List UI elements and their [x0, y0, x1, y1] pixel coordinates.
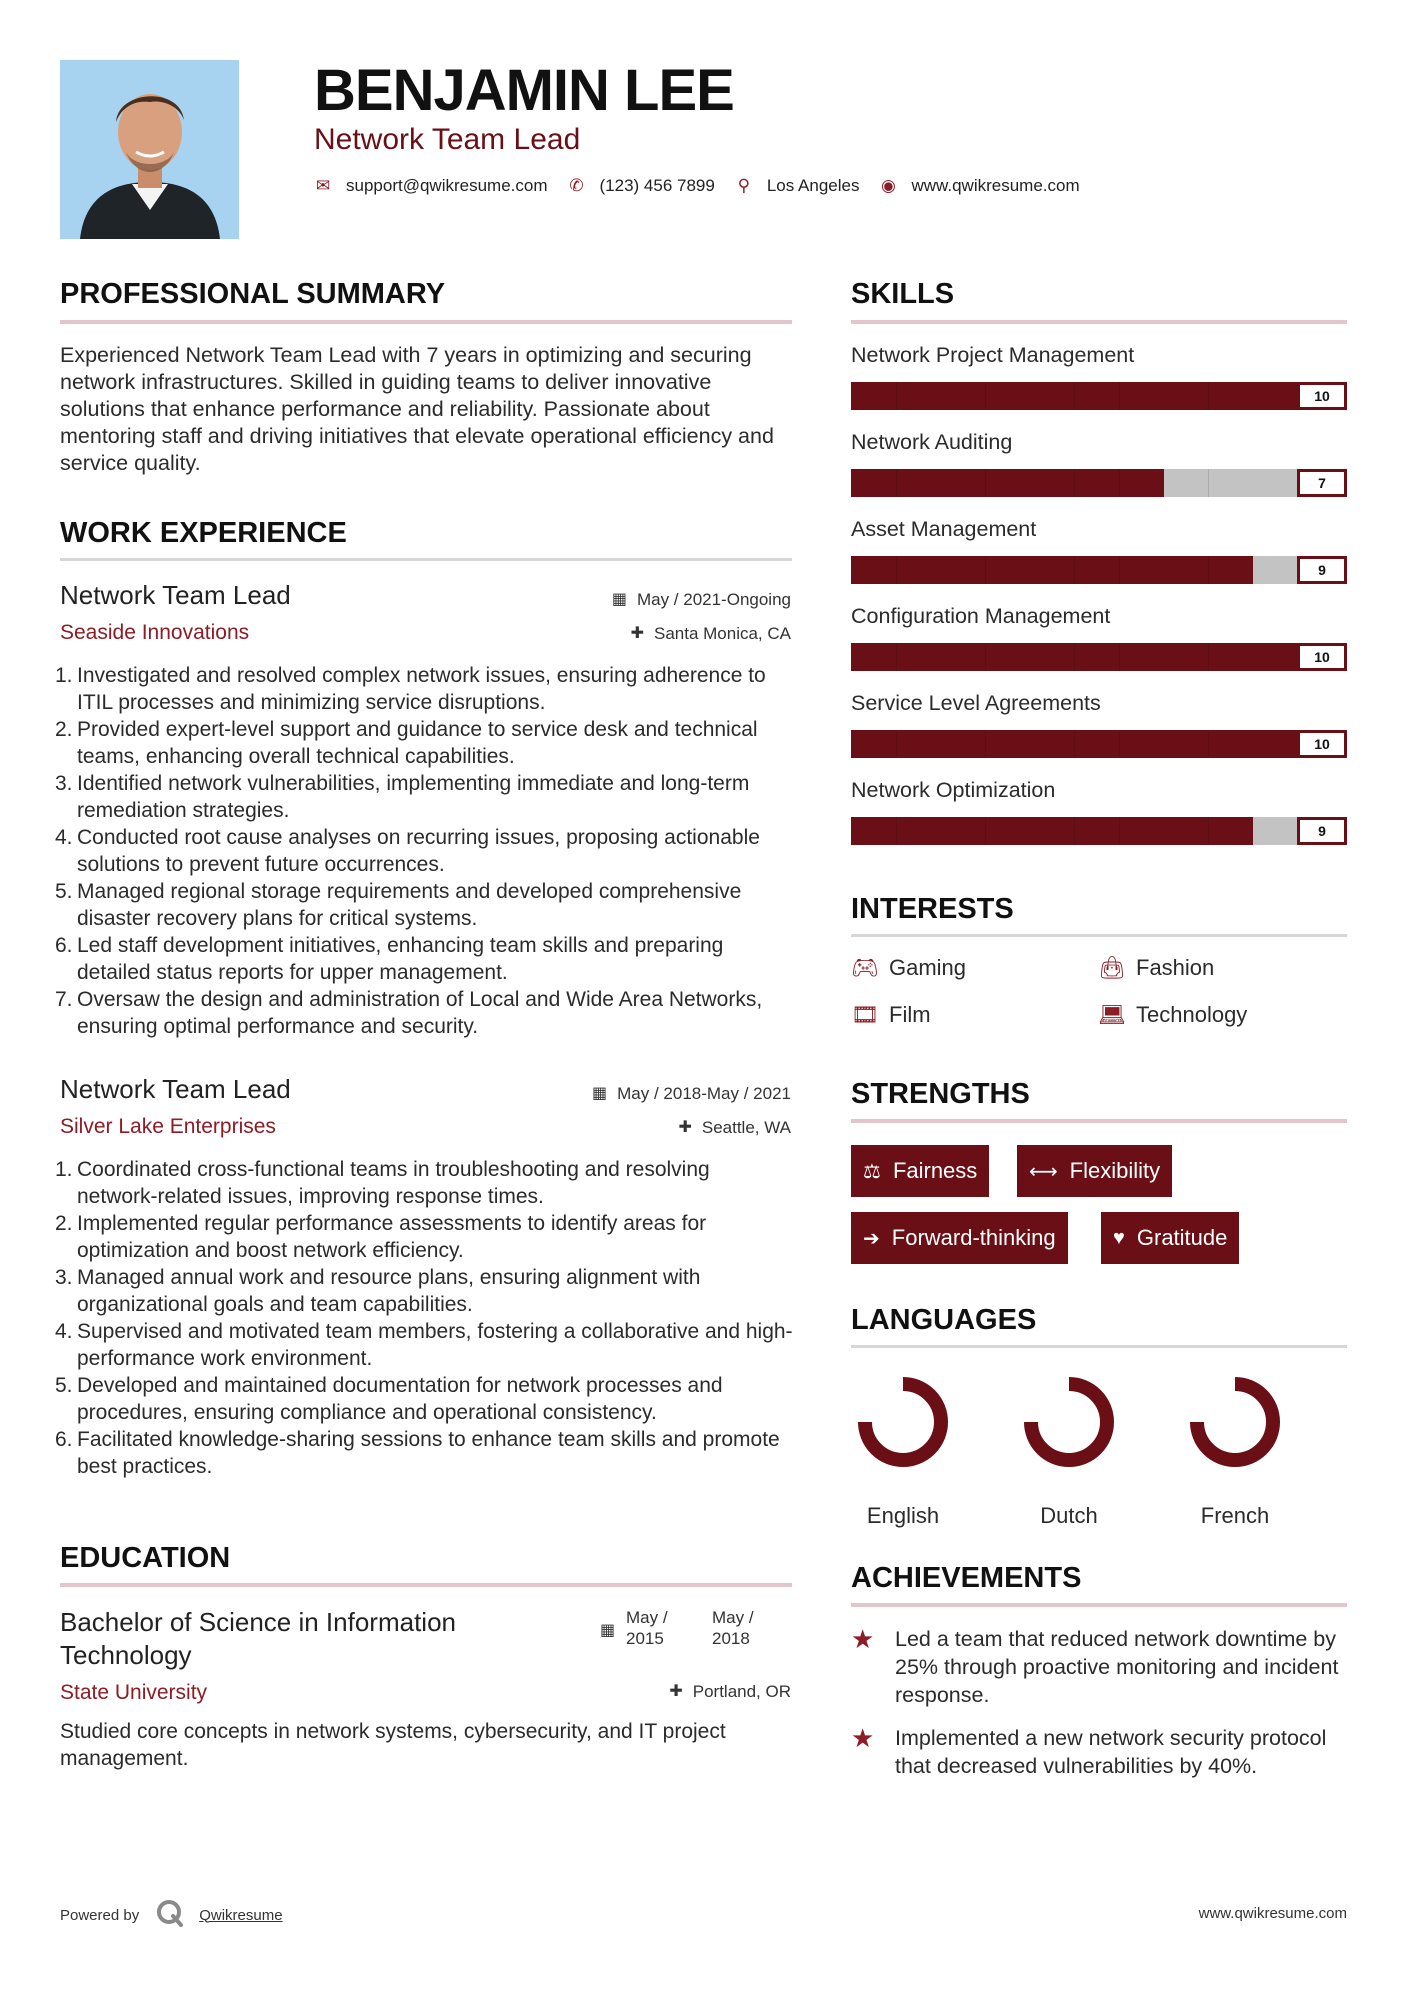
skill-segment: [1252, 382, 1297, 410]
skill-segment: [896, 730, 941, 758]
list-item: 2. Implemented regular performance assessments to identify areas for optimization and boost network efficiency.: [55, 1212, 707, 1262]
powered-by-text: Powered by: [60, 1906, 140, 1924]
skill-segment: [985, 643, 1030, 671]
skill-segment: [940, 817, 985, 845]
map-pin-icon: ⚲: [737, 176, 751, 195]
interest-label: Film: [889, 1002, 931, 1027]
skill-segment: [1029, 469, 1074, 497]
list-item: 1. Coordinated cross-functional teams in troubleshooting and resolving network-related issues, improving response times.: [55, 1158, 710, 1208]
footer-powered-by: [60, 1898, 283, 1932]
summary-text: Experienced Network Team Lead with 7 years in optimizing and securing network infrastructures. Skilled in guiding teams to deliver innovative solutions that enhance performance and reliability. Passionate about mentoring staff and driving initiatives that elevate operational efficiency and service quality.: [60, 343, 774, 475]
skill-bar: [851, 469, 1347, 497]
skill-segment: [1208, 382, 1253, 410]
start-year: 2015: [626, 1629, 664, 1648]
skill-segment: [985, 817, 1030, 845]
skill-segment: [1208, 730, 1253, 758]
skill-segment: [1252, 556, 1297, 584]
job-company: Seaside Innovations: [60, 621, 250, 644]
job-location: [631, 623, 791, 645]
skill-segment: [1252, 730, 1297, 758]
star-icon: ★: [851, 1624, 875, 1654]
balance-scale-icon: ⚖: [863, 1160, 881, 1183]
calendar-icon: ▦: [592, 1085, 608, 1102]
job-bullets: [55, 662, 795, 1040]
skill-segment: [940, 469, 985, 497]
skill-segment: [940, 730, 985, 758]
list-item: 4. Conducted root cause analyses on recurring issues, proposing actionable solutions to prevent future occurrences.: [55, 826, 760, 876]
skill-segment: [1163, 730, 1208, 758]
education-start: [626, 1607, 668, 1649]
experience-heading: WORK EXPERIENCE: [60, 517, 347, 549]
achievements-divider: [851, 1603, 1347, 1607]
contact-website[interactable]: [879, 176, 1079, 196]
language-gauge: [1185, 1372, 1285, 1472]
list-item: 5. Managed regional storage requirements and developed comprehensive disaster recovery plans for critical systems.: [55, 880, 742, 930]
skill-score: 7: [1297, 469, 1347, 497]
skill-label: Asset Management: [851, 517, 1037, 541]
skill-segment: [1074, 730, 1119, 758]
language-item: [1019, 1372, 1119, 1529]
skill-segment: [1074, 469, 1119, 497]
skill-segment: [985, 730, 1030, 758]
degree-title: Bachelor of Science in Information Technology: [60, 1607, 456, 1670]
job-title: Network Team Lead: [60, 1074, 291, 1104]
skill-segment: [940, 382, 985, 410]
pushpin-icon: ✚: [678, 1119, 692, 1136]
strengths-heading: STRENGTHS: [851, 1078, 1030, 1110]
phone-icon: ✆: [569, 176, 584, 195]
location-text: Los Angeles: [766, 176, 860, 195]
skill-segment: [896, 469, 941, 497]
list-item: 2. Provided expert-level support and guidance to service desk and technical teams, enhancing overall technical capabilities.: [55, 718, 758, 768]
skill-segment: [896, 817, 941, 845]
list-item: 4. Supervised and motivated team members, fostering a collaborative and high-performance work environment.: [55, 1320, 793, 1370]
skill-label: Network Project Management: [851, 343, 1135, 367]
language-gauge: [1019, 1372, 1119, 1472]
skill-bar: [851, 730, 1347, 758]
skill-segment: [851, 730, 896, 758]
skill-segment: [1252, 817, 1297, 845]
skill-segment: [940, 556, 985, 584]
star-icon: ★: [851, 1723, 875, 1753]
skill-segment: [1119, 730, 1164, 758]
skill-segment: [1029, 556, 1074, 584]
pushpin-icon: ✚: [669, 1683, 683, 1700]
skill-segment: [1029, 382, 1074, 410]
qwikresume-logo-icon: [155, 1898, 185, 1932]
strength-label: Fairness: [892, 1158, 978, 1183]
skill-segment: [1208, 556, 1253, 584]
heart-icon: ♥: [1113, 1226, 1125, 1249]
achievements-heading: ACHIEVEMENTS: [851, 1562, 1082, 1594]
skill-label: Network Optimization: [851, 778, 1056, 802]
skill-segment: [851, 643, 896, 671]
interest-item: [1098, 955, 1214, 981]
job-location: [678, 1117, 791, 1139]
education-location: [669, 1681, 791, 1703]
interests-heading: INTERESTS: [851, 893, 1014, 925]
skill-segment: [896, 556, 941, 584]
achievement-item: [851, 1724, 1351, 1780]
skill-segment: [1074, 817, 1119, 845]
skill-segment: [896, 382, 941, 410]
list-item: 5. Developed and maintained documentation for network processes and procedures, ensuring compliance and operational consistency.: [55, 1374, 723, 1424]
education-location-text: Portland, OR: [692, 1682, 791, 1701]
strength-label: Gratitude: [1136, 1225, 1228, 1250]
skill-segment: [1163, 817, 1208, 845]
skill-segment: [1208, 643, 1253, 671]
contact-bar: [314, 176, 1100, 196]
profile-photo: [60, 60, 239, 239]
interest-label: Gaming: [889, 955, 967, 980]
skill-segment: [1074, 643, 1119, 671]
globe-icon: ◉: [881, 176, 896, 195]
strength-label: Forward-thinking: [891, 1225, 1056, 1250]
interests-divider: [851, 934, 1347, 937]
skill-label: Network Auditing: [851, 430, 1013, 454]
skill-segment: [851, 556, 896, 584]
skills-divider: [851, 320, 1347, 324]
interest-item: [851, 1002, 931, 1028]
interest-item: [1098, 1002, 1247, 1028]
shopping-bag-icon: 👜︎: [1098, 955, 1126, 980]
skill-segment: [1029, 730, 1074, 758]
website-text: www.qwikresume.com: [911, 176, 1080, 195]
qwikresume-link[interactable]: Qwikresume: [199, 1906, 283, 1924]
experience-divider: [60, 558, 792, 561]
education-divider: [60, 1583, 792, 1587]
skill-segment: [1252, 643, 1297, 671]
arrow-right-icon: ➔: [863, 1227, 880, 1250]
summary-heading: PROFESSIONAL SUMMARY: [60, 278, 446, 310]
candidate-name: BENJAMIN LEE: [314, 58, 734, 123]
skill-segment: [1119, 382, 1164, 410]
skill-segment: [1119, 469, 1164, 497]
calendar-icon: ▦: [600, 1622, 616, 1639]
skill-score: 9: [1297, 817, 1347, 845]
school-name: State University: [60, 1681, 208, 1704]
list-item: 3. Managed annual work and resource plans, ensuring alignment with organizational goals and team capabilities.: [55, 1266, 701, 1316]
job-bullets: [55, 1156, 795, 1480]
job-title: Network Team Lead: [60, 580, 291, 610]
skill-label: Configuration Management: [851, 604, 1111, 628]
skill-segment: [985, 382, 1030, 410]
strength-badge: [851, 1145, 989, 1197]
language-gauge: [853, 1372, 953, 1472]
summary-divider: [60, 320, 792, 324]
language-name: Dutch: [1040, 1503, 1098, 1528]
skill-segment: [985, 556, 1030, 584]
education-description: Studied core concepts in network systems, cybersecurity, and IT project management.: [60, 1720, 726, 1770]
language-item: [853, 1372, 953, 1529]
skill-segment: [1074, 382, 1119, 410]
skill-segment: [1163, 469, 1208, 497]
phone-text: (123) 456 7899: [599, 176, 715, 195]
skill-segment: [1074, 556, 1119, 584]
skill-score: 10: [1297, 730, 1347, 758]
achievement-text: Led a team that reduced network downtime by 25% through proactive monitoring and incident response.: [895, 1627, 1339, 1707]
skill-bar: [851, 643, 1347, 671]
skill-segment: [1208, 469, 1253, 497]
skill-segment: [1252, 469, 1297, 497]
job-dates-text: May / 2021-Ongoing: [636, 590, 791, 609]
languages-divider: [851, 1345, 1347, 1348]
skill-bar: [851, 817, 1347, 845]
list-item: 7. Oversaw the design and administration of Local and Wide Area Networks, ensuring optimal performance and security.: [55, 988, 763, 1038]
end-year: 2018: [712, 1629, 750, 1648]
strength-badge: [1017, 1145, 1172, 1197]
skill-segment: [985, 469, 1030, 497]
job-company: Silver Lake Enterprises: [60, 1115, 276, 1138]
arrows-horizontal-icon: ⟷: [1029, 1160, 1058, 1183]
skill-segment: [1029, 817, 1074, 845]
skill-segment: [851, 817, 896, 845]
interest-item: [851, 955, 966, 981]
language-name: English: [866, 1503, 940, 1528]
achievement-text: Implemented a new network security protocol that decreased vulnerabilities by 40%.: [895, 1726, 1327, 1778]
list-item: 6. Led staff development initiatives, enhancing team skills and preparing detailed status reports for upper management.: [55, 934, 724, 984]
skill-segment: [1119, 817, 1164, 845]
email-text: support@qwikresume.com: [346, 176, 548, 195]
skill-segment: [1163, 382, 1208, 410]
interest-label: Technology: [1136, 1002, 1248, 1027]
job-dates: [592, 1083, 791, 1105]
pushpin-icon: ✚: [630, 625, 644, 642]
skill-bar: [851, 556, 1347, 584]
list-item: 1. Investigated and resolved complex network issues, ensuring adherence to ITIL processes and minimizing service disruptions.: [55, 664, 766, 714]
contact-location: [735, 176, 860, 196]
skill-segment: [1119, 556, 1164, 584]
skill-score: 9: [1297, 556, 1347, 584]
skill-segment: [1163, 643, 1208, 671]
end-month: May /: [712, 1608, 754, 1627]
job-dates-text: May / 2018-May / 2021: [617, 1084, 791, 1103]
achievement-item: [851, 1625, 1351, 1709]
envelope-icon: ✉: [315, 176, 331, 195]
job-dates: [612, 589, 791, 611]
education-end: [712, 1607, 754, 1649]
skill-segment: [1208, 817, 1253, 845]
strength-label: Flexibility: [1069, 1158, 1161, 1183]
skill-bar: [851, 382, 1347, 410]
skill-segment: [1119, 643, 1164, 671]
candidate-role: Network Team Lead: [314, 123, 581, 156]
list-item: 6. Facilitated knowledge-sharing sessions to enhance team skills and promote best practices.: [55, 1428, 780, 1478]
skill-segment: [851, 382, 896, 410]
contact-email[interactable]: [314, 176, 548, 196]
start-month: May /: [626, 1608, 668, 1627]
skill-score: 10: [1297, 643, 1347, 671]
job-location-text: Seattle, WA: [701, 1118, 791, 1137]
footer-website[interactable]: www.qwikresume.com: [1198, 1905, 1347, 1922]
list-item: 3. Identified network vulnerabilities, implementing immediate and long-term remediation strategies.: [55, 772, 750, 822]
gamepad-icon: 🎮︎: [851, 955, 879, 980]
language-item: [1185, 1372, 1285, 1529]
language-name: French: [1200, 1503, 1270, 1528]
contact-phone[interactable]: [568, 176, 715, 196]
film-icon: 🎞︎: [851, 1002, 879, 1027]
laptop-icon: 💻︎: [1098, 1002, 1126, 1027]
education-heading: EDUCATION: [60, 1542, 231, 1574]
skill-segment: [851, 469, 896, 497]
strengths-divider: [851, 1119, 1347, 1123]
skill-segment: [1163, 556, 1208, 584]
calendar-icon: ▦: [611, 591, 627, 608]
strength-badge: [1101, 1212, 1239, 1264]
skill-segment: [896, 643, 941, 671]
job-location-text: Santa Monica, CA: [653, 624, 791, 643]
skills-heading: SKILLS: [851, 278, 955, 310]
strength-badge: [851, 1212, 1068, 1264]
skill-segment: [1029, 643, 1074, 671]
languages-heading: LANGUAGES: [851, 1304, 1037, 1336]
skill-segment: [940, 643, 985, 671]
skill-score: 10: [1297, 382, 1347, 410]
interest-label: Fashion: [1136, 955, 1215, 980]
skill-label: Service Level Agreements: [851, 691, 1101, 715]
